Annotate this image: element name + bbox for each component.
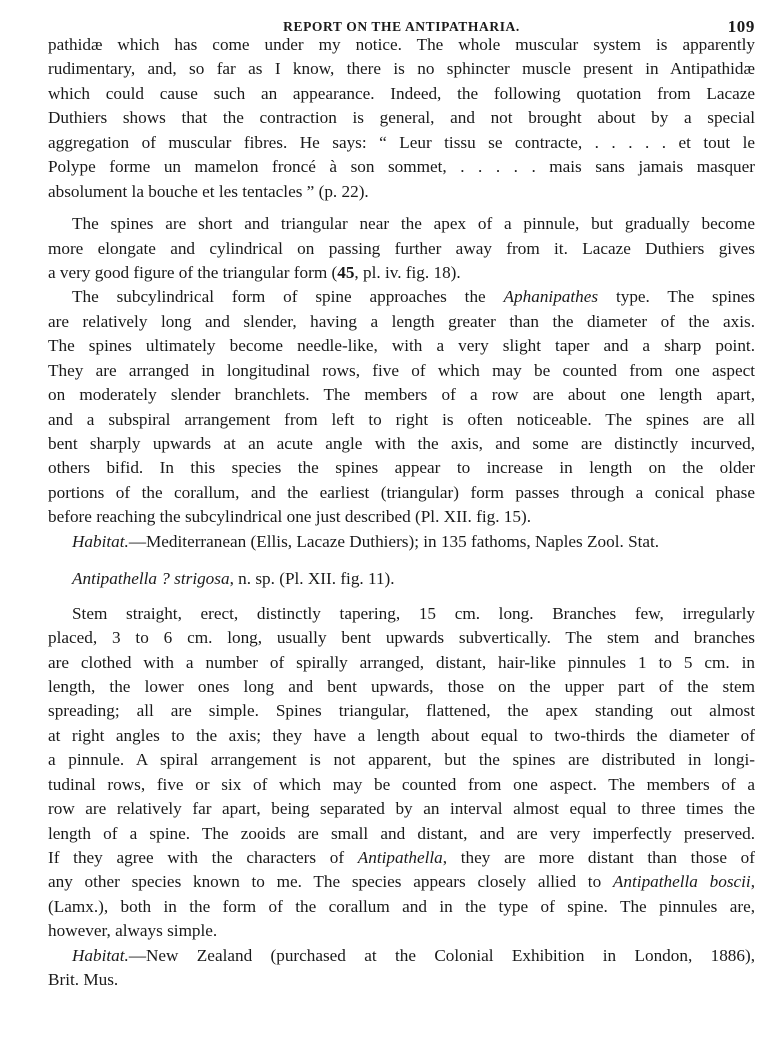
text-segment: rudimentary, and, so far as I know, there is no sphincter muscle present in Antipathidæ bbox=[48, 59, 755, 79]
text-segment: a very good figure of the triangular form ( bbox=[48, 262, 338, 282]
text-line bbox=[48, 699, 755, 723]
text-line bbox=[48, 919, 755, 943]
text-segment: spreading; all are simple. Spines triangular, flattened, the apex standing out almost bbox=[48, 701, 755, 721]
text-segment: length of a spine. The zooids are small and distant, and are very imperfectly preserved. bbox=[48, 823, 755, 843]
text-line bbox=[48, 383, 755, 407]
text-line bbox=[48, 334, 755, 358]
text-segment: portions of the corallum, and the earliest (triangular) form passes through a conical phase bbox=[48, 482, 755, 502]
italic-text: Habitat. bbox=[72, 531, 129, 551]
text-line bbox=[48, 237, 755, 261]
text-segment: a pinnule. A spiral arrangement is not apparent, but the spines are distributed in longi- bbox=[48, 750, 755, 770]
text-segment: Polype forme un mamelon froncé à son sommet, . . . . . mais sans jamais masquer bbox=[48, 157, 755, 177]
text-segment: pathidæ which has come under my notice. The whole muscular system is apparently bbox=[48, 35, 755, 54]
text-segment: (Lamx.), both in the form of the corallum and in the type of spine. The pinnules are, bbox=[48, 896, 755, 916]
text-segment: row are relatively far apart, being separated by an interval almost equal to three times the bbox=[48, 799, 755, 819]
text-line bbox=[48, 651, 755, 675]
text-line bbox=[48, 481, 755, 505]
text-segment: If they agree with the characters of bbox=[48, 848, 358, 867]
text-segment: however, always simple. bbox=[48, 921, 218, 941]
text-line bbox=[48, 155, 755, 179]
text-line bbox=[48, 968, 755, 992]
text-line bbox=[48, 82, 755, 106]
text-segment: absolument la bouche et les tentacles ” (p. 22). bbox=[48, 181, 369, 201]
text-segment: Stem straight, erect, distinctly tapering, 15 cm. long. Branches few, irregularly bbox=[72, 603, 755, 623]
text-segment: Brit. Mus. bbox=[48, 970, 119, 990]
italic-text: Antipathella ? strigosa bbox=[72, 569, 230, 589]
paragraph-habitat-new-zealand bbox=[48, 944, 755, 993]
paragraph-habitat-mediterranean bbox=[48, 530, 755, 554]
text-line bbox=[48, 748, 755, 772]
page-body bbox=[48, 33, 755, 993]
text-line bbox=[48, 456, 755, 480]
text-segment: are relatively long and slender, having a length greater than the diameter of the axis. bbox=[48, 311, 755, 331]
species-heading bbox=[48, 567, 755, 591]
italic-text: Aphanipathes bbox=[503, 287, 599, 307]
text-line bbox=[48, 57, 755, 81]
text-line bbox=[48, 724, 755, 748]
text-line bbox=[48, 675, 755, 699]
text-segment: bent sharply upwards at an acute angle with the axis, and some are distinctly incurved, bbox=[48, 434, 755, 453]
text-segment: on moderately slender branchlets. The members of a row are about one length apart, bbox=[48, 385, 755, 405]
italic-text: Antipathella boscii bbox=[612, 872, 751, 892]
text-line bbox=[48, 944, 755, 968]
bold-text: 45 bbox=[337, 262, 355, 282]
text-segment: The subcylindrical form of spine approaches the bbox=[72, 287, 504, 307]
text-segment: The spines ultimately become needle-like, with a very slight taper and a sharp point. bbox=[48, 336, 755, 356]
text-line bbox=[48, 505, 755, 529]
text-line bbox=[48, 285, 755, 309]
text-line bbox=[48, 212, 755, 236]
text-segment: at right angles to the axis; they have a length about equal to two-thirds the diameter of bbox=[48, 725, 755, 745]
text-segment: , n. sp. (Pl. XII. fig. 11). bbox=[229, 569, 395, 589]
text-line bbox=[48, 567, 755, 591]
paragraph-gap bbox=[48, 204, 755, 212]
text-line bbox=[48, 797, 755, 821]
text-segment: Duthiers shows that the contraction is general, and not brought about by a special bbox=[48, 108, 755, 128]
text-line bbox=[48, 626, 755, 650]
text-line bbox=[48, 310, 755, 334]
text-segment: any other species known to me. The species appears closely allied to bbox=[48, 872, 613, 892]
text-segment: , bbox=[750, 872, 755, 892]
text-line bbox=[48, 106, 755, 130]
text-segment: which could cause such an appearance. Indeed, the following quotation from Lacaze bbox=[48, 83, 755, 103]
text-segment: aggregation of muscular fibres. He says: “ Leur tissu se contracte, . . . . . et tout le bbox=[48, 132, 755, 152]
text-line bbox=[48, 822, 755, 846]
text-segment: —New Zealand (purchased at the Colonial Exhibition in London, 1886), bbox=[128, 945, 755, 965]
paragraph-gap bbox=[48, 554, 755, 567]
text-line bbox=[48, 602, 755, 626]
text-line bbox=[48, 870, 755, 894]
text-segment: The spines are short and triangular near the apex of a pinnule, but gradually become bbox=[72, 214, 755, 234]
text-line bbox=[48, 408, 755, 432]
paragraph-spines-shape bbox=[48, 212, 755, 285]
paragraph-gap bbox=[48, 592, 755, 602]
text-line bbox=[48, 846, 755, 870]
paragraph-species-description bbox=[48, 602, 755, 944]
text-line bbox=[48, 180, 755, 204]
text-segment: , pl. iv. fig. 18). bbox=[354, 262, 461, 282]
paragraph-muscular-system bbox=[48, 33, 755, 204]
text-segment: They are arranged in longitudinal rows, five of which may be counted from one aspect bbox=[48, 360, 755, 380]
text-line bbox=[48, 432, 755, 456]
text-segment: before reaching the subcylindrical one just described (Pl. XII. fig. 15). bbox=[48, 507, 532, 527]
text-segment: placed, 3 to 6 cm. long, usually bent upwards subvertically. The stem and branches bbox=[48, 628, 755, 648]
text-segment: and a subspiral arrangement from left to right is often noticeable. The spines are all bbox=[48, 409, 755, 429]
text-line bbox=[48, 895, 755, 919]
text-line bbox=[48, 773, 755, 797]
text-segment: more elongate and cylindrical on passing further away from it. Lacaze Duthiers gives bbox=[48, 238, 755, 258]
text-segment: length, the lower ones long and bent upwards, those on the upper part of the stem bbox=[48, 676, 755, 696]
text-line bbox=[48, 131, 755, 155]
italic-text: Antipathella bbox=[357, 848, 443, 867]
page-number: 109 bbox=[727, 17, 755, 36]
running-title: REPORT ON THE ANTIPATHARIA. bbox=[283, 19, 520, 34]
italic-text: Habitat. bbox=[72, 945, 129, 965]
text-line bbox=[48, 261, 755, 285]
text-line bbox=[48, 33, 755, 57]
text-segment: tudinal rows, five or six of which may be counted from one aspect. The members of a bbox=[48, 774, 755, 794]
paragraph-subcylindrical-form bbox=[48, 285, 755, 529]
text-segment: type. The spines bbox=[598, 287, 755, 307]
text-segment: are clothed with a number of spirally arranged, distant, hair-like pinnules 1 to 5 cm. in bbox=[48, 652, 755, 672]
text-segment: —Mediterranean (Ellis, Lacaze Duthiers); in 135 fathoms, Naples Zool. Stat. bbox=[128, 531, 660, 551]
text-segment: others bifid. In this species the spines appear to increase in length on the older bbox=[48, 458, 755, 478]
text-line bbox=[48, 530, 755, 554]
text-line bbox=[48, 359, 755, 383]
text-segment: , they are more distant than those of bbox=[442, 848, 755, 867]
